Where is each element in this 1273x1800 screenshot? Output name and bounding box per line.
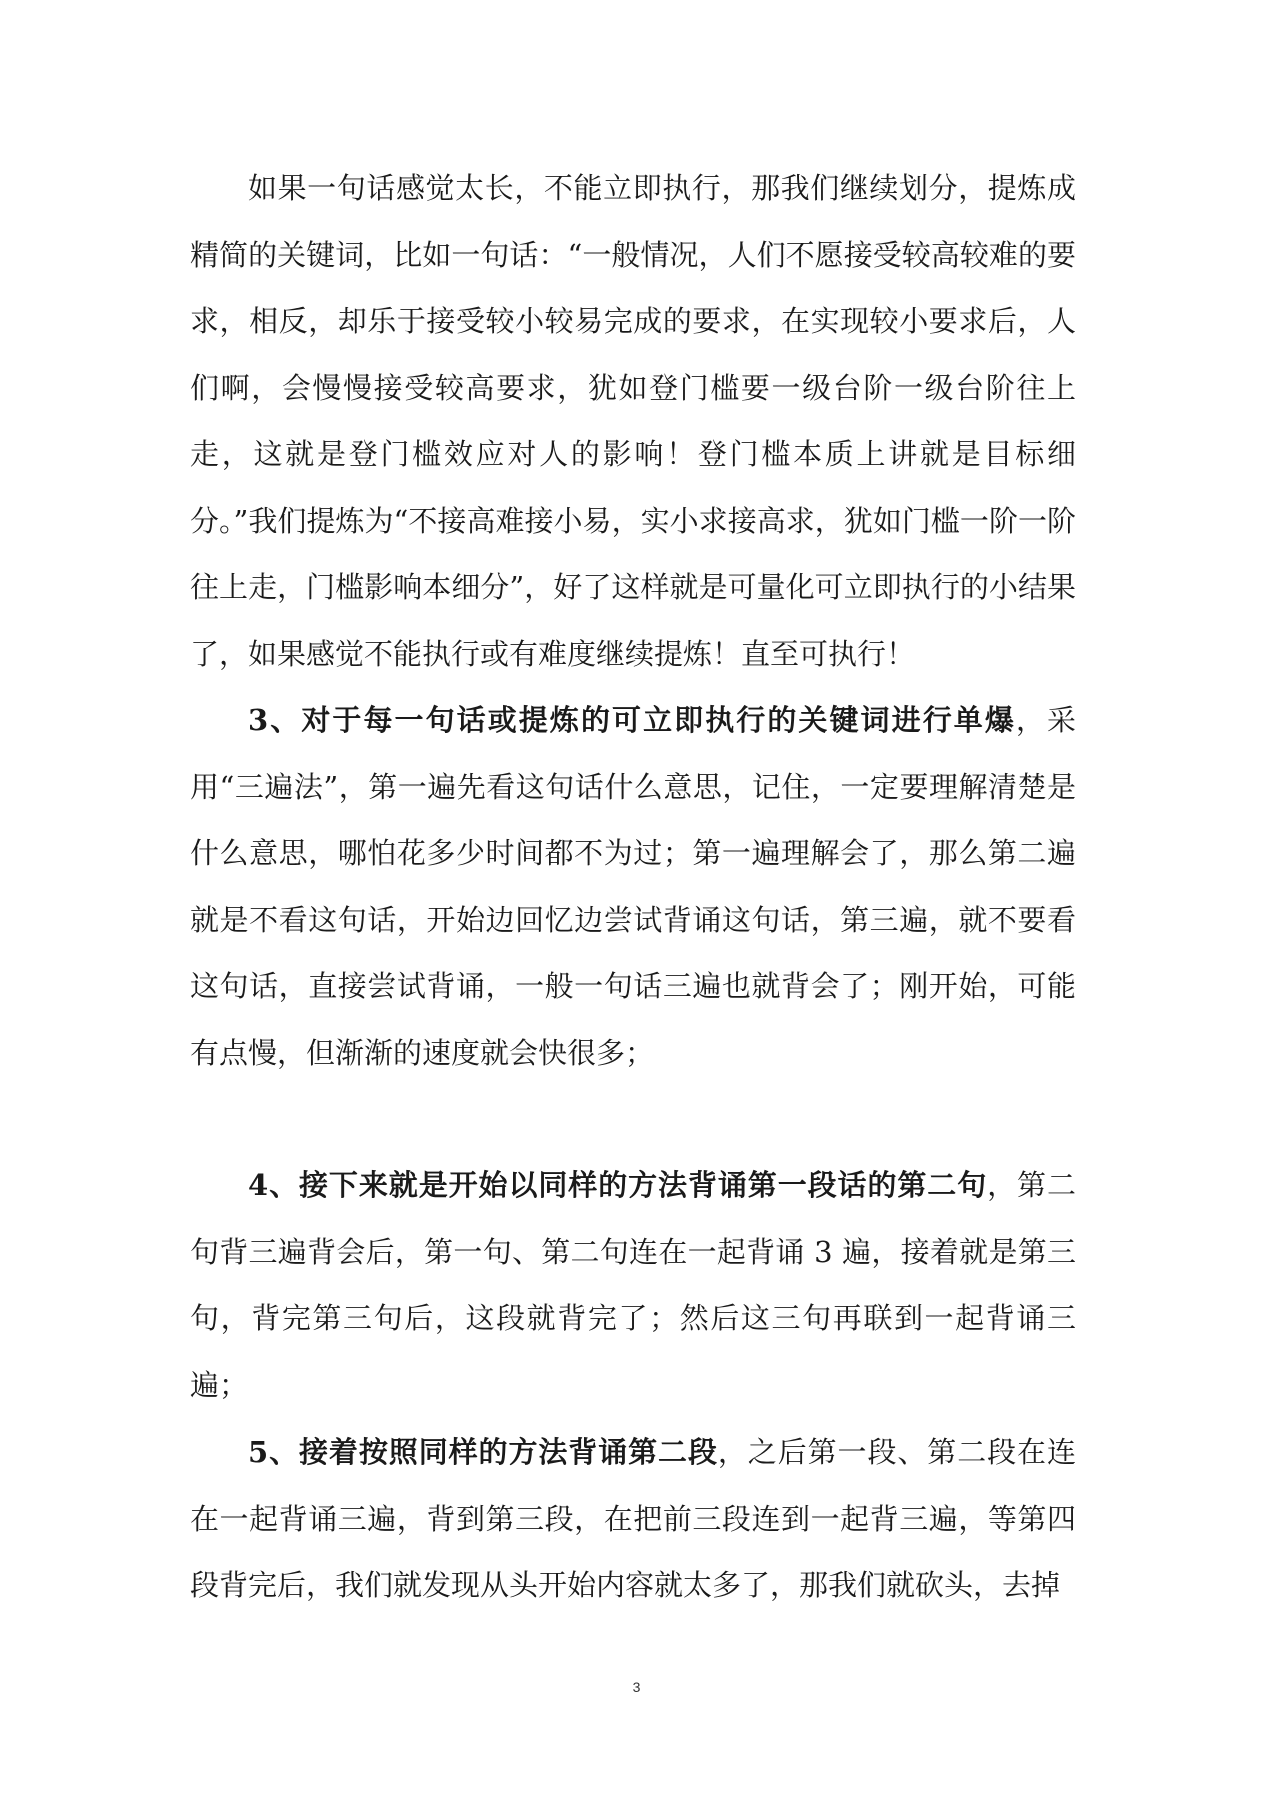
paragraph-heading: 4、接下来就是开始以同样的方法背诵第一段话的第二句: [248, 1168, 988, 1202]
paragraph-heading: 3、对于每一句话或提炼的可立即执行的关键词进行单爆: [248, 703, 1016, 737]
paragraph-keyword-extraction: [190, 155, 1076, 687]
paragraph-body: 如果一句话感觉太长，不能立即执行，那我们继续划分，提炼成精简的关键词，比如一句话：“一般情况，人们不愿接受较高较难的要求，相反，却乐于接受较小较易完成的要求，在实现较小要求后，人们啊，会慢慢接受较高要求，犹如登门槛要一级台阶一级台阶往上走，这就是登门槛效应对人的影响！登门槛本质上讲就是目标细分。”我们提炼为“不接高难接小易，实小求接高求，犹如门槛一阶一阶往上走，门槛影响本细分”，好了这样就是可量化可立即执行的小结果了，如果感觉不能执行或有难度继续提炼！直至可执行！: [190, 171, 1076, 671]
page-number: 3: [632, 1679, 641, 1695]
paragraph-body: ，采用“三遍法”，第一遍先看这句话什么意思，记住，一定要理解清楚是什么意思，哪怕花多少时间都不为过；第一遍理解会了，那么第二遍就是不看这句话，开始边回忆边尝试背诵这句话，第三遍，就不要看这句话，直接尝试背诵，一般一句话三遍也就背会了；刚开始，可能有点慢，但渐渐的速度就会快很多；: [190, 703, 1076, 1070]
paragraph-heading: 5、接着按照同样的方法背诵第二段: [248, 1435, 718, 1469]
paragraph-step-5: [190, 1419, 1076, 1619]
paragraph-body: ，之后第一段、第二段在连在一起背诵三遍，背到第三段，在把前三段连到一起背三遍，等第四段背完后，我们就发现从头开始内容就太多了，那我们就砍头，去掉: [190, 1435, 1076, 1602]
paragraph-step-3: [190, 687, 1076, 1086]
paragraph-step-4: [190, 1152, 1076, 1418]
paragraph-body: ，第二句背三遍背会后，第一句、第二句连在一起背诵 3 遍，接着就是第三句，背完第三句后，这段就背完了；然后这三句再联到一起背诵三遍；: [190, 1168, 1076, 1402]
